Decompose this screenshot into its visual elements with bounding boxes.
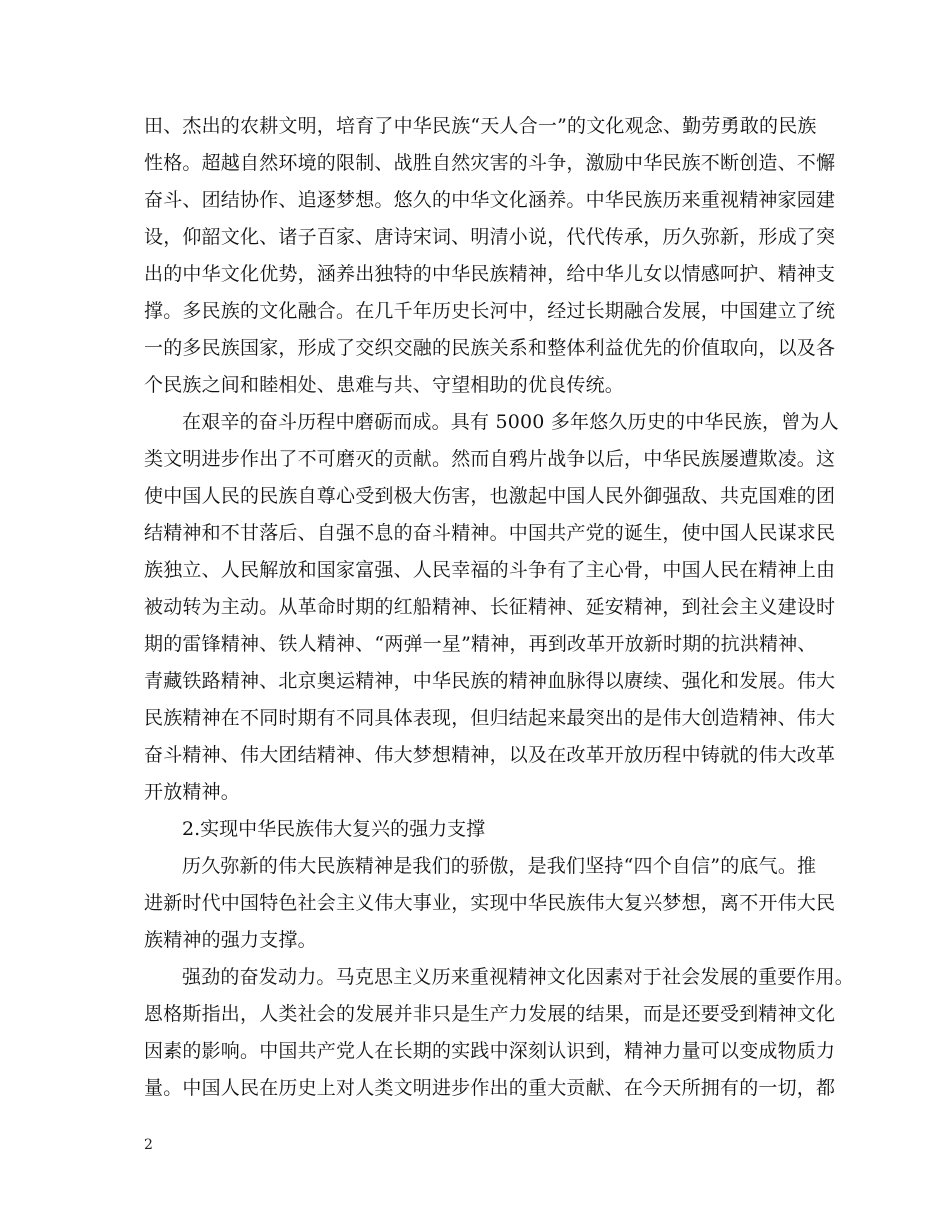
text-line: 族精神的强力支撑。: [144, 929, 317, 951]
text-line: 使中国人民的民族自尊心受到极大伤害，也激起中国人民外御强敌、共克国难的团: [144, 485, 836, 507]
text-line: 进新时代中国特色社会主义伟大事业，实现中华民族伟大复兴梦想，离不开伟大民: [144, 892, 836, 914]
text-line: 类文明进步作出了不可磨灭的贡献。然而自鸦片战争以后，中华民族屡遭欺凌。这: [144, 448, 836, 470]
text-line: 恩格斯指出，人类社会的发展并非只是生产力发展的结果，而是还要受到精神文化: [144, 1003, 836, 1025]
text-line: 结精神和不甘落后、自强不息的奋斗精神。中国共产党的诞生，使中国人民谋求民: [144, 522, 836, 544]
text-line: 青藏铁路精神、北京奥运精神，中华民族的精神血脉得以赓续、强化和发展。伟大: [144, 670, 836, 692]
text-line: 出的中华文化优势，涵养出独特的中华民族精神，给中华儿女以情感呵护、精神支: [144, 263, 836, 285]
text-line: 设，仰韶文化、诸子百家、唐诗宋词、明清小说，代代传承，历久弥新，形成了突: [144, 226, 836, 248]
paragraph-2: [144, 404, 839, 811]
text-line: 强劲的奋发动力。马克思主义历来重视精神文化因素对于社会发展的重要作用。: [182, 966, 855, 988]
document-page: [144, 108, 855, 1107]
text-line: 民族精神在不同时期有不同具体表现，但归结起来最突出的是伟大创造精神、伟大: [144, 707, 836, 729]
text-line: 历久弥新的伟大民族精神是我们的骄傲，是我们坚持“四个自信”的底气。推: [182, 855, 817, 877]
section-heading: 2.实现中华民族伟大复兴的强力支撑: [182, 818, 486, 840]
text-line: 田、杰出的农耕文明，培育了中华民族“天人合一”的文化观念、勤劳勇敢的民族: [144, 115, 817, 137]
text-line: 期的雷锋精神、铁人精神、“两弹一星”精神，再到改革开放新时期的抗洪精神、: [144, 633, 817, 655]
text-line: 撑。多民族的文化融合。在几千年历史长河中，经过长期融合发展，中国建立了统: [144, 300, 836, 322]
text-line: 在艰辛的奋斗历程中磨砺而成。具有 5000 多年悠久历史的中华民族，曾为人: [182, 411, 839, 433]
text-line: 一的多民族国家，形成了交织交融的民族关系和整体利益优先的价值取向，以及各: [144, 337, 836, 359]
text-line: 因素的影响。中国共产党人在长期的实践中深刻认识到，精神力量可以变成物质力: [144, 1040, 836, 1062]
text-line: 奋斗精神、伟大团结精神、伟大梦想精神，以及在改革开放历程中铸就的伟大改革: [144, 744, 836, 766]
page-number: 2: [144, 1137, 153, 1153]
text-line: 开放精神。: [144, 781, 241, 803]
text-line: 被动转为主动。从革命时期的红船精神、长征精神、延安精神，到社会主义建设时: [144, 596, 836, 618]
text-line: 个民族之间和睦相处、患难与共、守望相助的优良传统。: [144, 374, 625, 396]
paragraph-1: [144, 108, 836, 404]
text-line: 奋斗、团结协作、追逐梦想。悠久的中华文化涵养。中华民族历来重视精神家园建: [144, 189, 836, 211]
paragraph-4: [144, 959, 855, 1107]
text-line: 性格。超越自然环境的限制、战胜自然灾害的斗争，激励中华民族不断创造、不懈: [144, 152, 836, 174]
text-line: 族独立、人民解放和国家富强、人民幸福的斗争有了主心骨，中国人民在精神上由: [144, 559, 836, 581]
text-line: 量。中国人民在历史上对人类文明进步作出的重大贡献、在今天所拥有的一切，都: [144, 1077, 836, 1099]
paragraph-3: [144, 848, 836, 959]
